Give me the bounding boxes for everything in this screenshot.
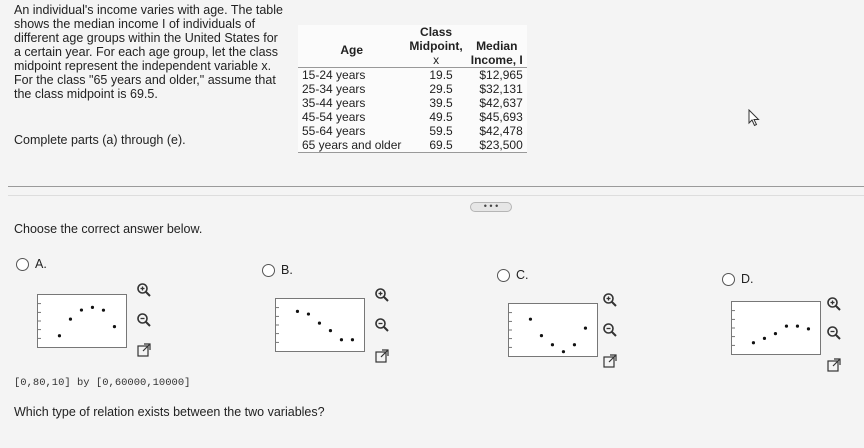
data-point <box>102 309 105 312</box>
table-row <box>298 138 527 153</box>
data-point <box>91 306 94 309</box>
data-point <box>774 332 777 335</box>
age-cell: 25-34 years <box>302 82 366 96</box>
plot-canvas <box>732 302 820 354</box>
scatter-plot-d <box>731 301 821 355</box>
income-cell: $42,478 <box>479 124 523 138</box>
data-point <box>573 343 576 346</box>
expand-icon[interactable] <box>137 343 153 359</box>
zoom-out-icon[interactable] <box>374 317 390 333</box>
age-header: Age <box>340 43 364 57</box>
question-text: Which type of relation exists between the two variables? <box>14 405 325 419</box>
age-cell: 55-64 years <box>302 124 366 138</box>
data-point <box>318 322 321 325</box>
midpoint-cell: 59.5 <box>429 124 453 138</box>
choice-a[interactable] <box>16 256 47 272</box>
midpoint-cell: 69.5 <box>429 138 453 152</box>
scatter-plot-b <box>275 298 365 352</box>
income-cell: $23,500 <box>479 138 523 152</box>
radio-button[interactable] <box>497 269 510 282</box>
zoom-in-icon[interactable] <box>602 292 618 308</box>
data-point <box>562 350 565 353</box>
section-divider <box>8 195 864 196</box>
age-cell: 65 years and older <box>302 138 402 152</box>
data-point <box>785 325 788 328</box>
header-line: Income, I <box>470 53 523 67</box>
mouse-cursor-icon <box>748 109 760 132</box>
plot-canvas <box>38 295 126 347</box>
expand-more-button[interactable]: • • • <box>470 202 512 212</box>
table-row <box>298 124 527 138</box>
data-point <box>807 327 810 330</box>
expand-icon[interactable] <box>827 358 843 374</box>
income-cell: $12,965 <box>479 68 523 82</box>
zoom-out-icon[interactable] <box>826 325 842 341</box>
table-row <box>298 68 527 83</box>
midpoint-cell: 29.5 <box>429 82 453 96</box>
choice-b[interactable] <box>262 262 293 278</box>
plot-canvas <box>509 304 597 356</box>
zoom-in-icon[interactable] <box>826 296 842 312</box>
choice-c[interactable] <box>497 267 529 283</box>
data-point <box>551 343 554 346</box>
zoom-in-icon[interactable] <box>374 287 390 303</box>
section-divider <box>8 186 864 187</box>
income-cell: $42,637 <box>479 96 523 110</box>
scatter-plot-a <box>37 294 127 348</box>
data-point <box>296 310 299 313</box>
median-income-header <box>467 25 527 68</box>
radio-button[interactable] <box>16 258 29 271</box>
problem-line: midpoint represent the independent variable x. <box>14 59 272 73</box>
problem-line: a certain year. For each age group, let the class <box>14 45 279 59</box>
data-point <box>351 338 354 341</box>
header-line: x <box>433 53 440 67</box>
problem-line: For the class "65 years and older," assume that <box>14 73 276 87</box>
table-row <box>298 110 527 124</box>
complete-parts-instruction: Complete parts (a) through (e). <box>14 133 186 147</box>
data-point <box>307 312 310 315</box>
problem-line: different age groups within the United States for <box>14 31 278 45</box>
income-cell: $45,693 <box>479 110 523 124</box>
data-point <box>540 334 543 337</box>
radio-button[interactable] <box>722 273 735 286</box>
age-cell: 45-54 years <box>302 110 366 124</box>
data-point <box>80 308 83 311</box>
midpoint-cell: 49.5 <box>429 110 453 124</box>
data-point <box>796 325 799 328</box>
choice-letter: D. <box>741 272 754 286</box>
radio-button[interactable] <box>262 264 275 277</box>
plot-canvas <box>276 299 364 351</box>
expand-icon[interactable] <box>375 349 391 365</box>
zoom-out-icon[interactable] <box>136 312 152 328</box>
class-midpoint-header <box>405 25 466 68</box>
problem-line: An individual's income varies with age. The table <box>14 3 283 17</box>
viewing-window-label: [0,80,10] by [0,60000,10000] <box>14 377 191 389</box>
data-point <box>58 334 61 337</box>
choice-letter: C. <box>516 268 529 282</box>
header-line: Median <box>476 39 518 53</box>
choice-letter: A. <box>35 257 47 271</box>
choice-letter: B. <box>281 263 293 277</box>
problem-statement <box>14 3 286 101</box>
problem-line: shows the median income I of individuals of <box>14 17 256 31</box>
data-point <box>763 337 766 340</box>
data-point <box>329 329 332 332</box>
income-cell: $32,131 <box>479 82 523 96</box>
age-cell: 15-24 years <box>302 68 366 82</box>
table-row <box>298 96 527 110</box>
income-table <box>298 25 527 153</box>
data-point <box>529 318 532 321</box>
table-row <box>298 82 527 96</box>
data-point <box>340 338 343 341</box>
choice-d[interactable] <box>722 271 754 287</box>
midpoint-cell: 19.5 <box>429 68 453 82</box>
header-line: Midpoint, <box>409 39 463 53</box>
scatter-plot-c <box>508 303 598 357</box>
question-prompt: Choose the correct answer below. <box>14 222 203 236</box>
age-cell: 35-44 years <box>302 96 366 110</box>
zoom-out-icon[interactable] <box>602 322 618 338</box>
header-line: Class <box>420 25 453 39</box>
zoom-in-icon[interactable] <box>136 282 152 298</box>
data-point <box>584 327 587 330</box>
problem-line: the class midpoint is 69.5. <box>14 87 158 101</box>
expand-icon[interactable] <box>603 354 619 370</box>
data-point <box>113 325 116 328</box>
midpoint-cell: 39.5 <box>429 96 453 110</box>
data-point <box>69 318 72 321</box>
data-point <box>752 341 755 344</box>
